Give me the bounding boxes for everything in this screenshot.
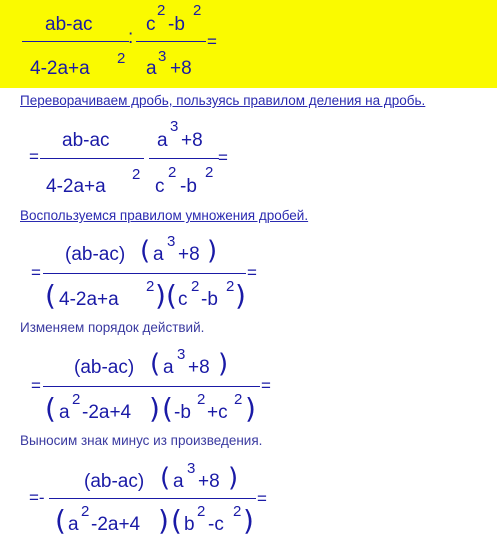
step3-num-ab: (ab-ac) [74, 357, 135, 378]
step4-num-rparen: ) [228, 463, 239, 493]
step2-den-lparen1: ( [45, 279, 56, 312]
step1-frac2-num-exp: 3 [170, 118, 179, 135]
step2-den-exp-c: 2 [191, 278, 200, 295]
step4-den-rest: -2a+4 [91, 514, 141, 535]
caption-reorder: Изменяем порядок действий. [20, 320, 205, 335]
step4-den-rparen1: ) [158, 504, 169, 537]
step4-num-a: a [173, 471, 184, 492]
equals-sign: = [207, 32, 217, 51]
step4-den-c: -c [208, 514, 224, 535]
caption-multiply: Воспользуемся правилом умножения дробей. [20, 208, 309, 223]
step1-frac2-num-a: a [157, 130, 168, 151]
step3-num-exp: 3 [177, 346, 186, 363]
step3-den-a: a [59, 402, 70, 423]
step2-den-lparen2: ( [166, 279, 177, 312]
caption-invert: Переворачиваем дробь, пользуясь правилом деления на дробь. [20, 93, 426, 108]
fraction1-bar [22, 41, 129, 42]
step2-num-a: a [153, 244, 164, 265]
caption-minus-sign: Выносим знак минус из произведения. [20, 433, 263, 448]
step4-den-rparen2: ) [243, 504, 254, 537]
step1-frac2-bar [149, 158, 219, 159]
fraction1-denominator: 4-2a+a [30, 58, 90, 79]
step2-den-rparen2: ) [235, 279, 246, 312]
step3-num-a: a [163, 357, 174, 378]
step2-bar [43, 273, 246, 274]
step1-lead: = [29, 147, 39, 166]
step4-den-a: a [68, 514, 79, 535]
step2-den-exp-b: 2 [226, 278, 235, 295]
step1-frac2-num-rest: +8 [181, 130, 203, 151]
step2-num-rparen: ) [207, 236, 218, 266]
step3-den-exp: 2 [72, 391, 81, 408]
step3-den-b: -b [174, 402, 191, 423]
step1-frac1-den-exp: 2 [132, 166, 141, 183]
step3-num-lparen: ( [150, 349, 161, 379]
step4-den-exp-c: 2 [233, 503, 242, 520]
step2-den-c: c [178, 289, 188, 310]
step3-den-rest: -2a+4 [82, 402, 132, 423]
step2-den-exp: 2 [146, 278, 155, 295]
step1-equals: = [218, 148, 228, 167]
step2-lead: = [31, 263, 41, 282]
step4-num-rest: +8 [198, 471, 220, 492]
step4-den-exp: 2 [81, 503, 90, 520]
step4-lead: =- [29, 488, 45, 507]
fraction2-num-b: -b [168, 14, 185, 35]
step3-den-lparen2: ( [162, 392, 173, 425]
step3-den-exp-c: 2 [234, 391, 243, 408]
step2-num-rest: +8 [178, 244, 200, 265]
step4-num-exp: 3 [187, 460, 196, 477]
step1-frac2-den-exp-b: 2 [205, 164, 214, 181]
division-sign: : [128, 27, 134, 48]
step1-frac2-den-c: c [155, 176, 165, 197]
step2-num-exp: 3 [167, 233, 176, 250]
fraction2-num-exp-c: 2 [157, 2, 166, 19]
step3-num-rest: +8 [188, 357, 210, 378]
step4-den-lparen1: ( [55, 504, 66, 537]
step2-equals: = [247, 263, 257, 282]
step4-num-lparen: ( [160, 463, 171, 493]
fraction1-exponent: 2 [117, 50, 126, 67]
step2-num-ab: (ab-ac) [65, 244, 126, 265]
step4-equals: = [257, 489, 267, 508]
step1-frac2-den-exp-c: 2 [168, 164, 177, 181]
step1-frac1-den: 4-2a+a [46, 176, 106, 197]
step3-den-rparen1: ) [149, 392, 160, 425]
fraction2-den-exp: 3 [158, 48, 167, 65]
fraction2-num-c: c [146, 14, 156, 35]
fraction2-den-a: a [146, 58, 157, 79]
step4-num-ab: (ab-ac) [84, 471, 145, 492]
step4-den-exp-b: 2 [197, 503, 206, 520]
step3-den-exp-b: 2 [197, 391, 206, 408]
step3-den-rparen2: ) [245, 392, 256, 425]
step2-den-a: 4-2a+a [59, 289, 119, 310]
step3-den-c: +c [207, 402, 228, 423]
step1-frac1-bar [40, 158, 144, 159]
step1-frac2-den-b: -b [180, 176, 197, 197]
fraction1-numerator: ab-ac [45, 14, 93, 35]
step4-den-b: b [184, 514, 195, 535]
step2-den-b: -b [201, 289, 218, 310]
step4-den-lparen2: ( [171, 504, 182, 537]
fraction2-num-exp-b: 2 [193, 2, 202, 19]
fraction2-den-rest: +8 [170, 58, 192, 79]
step3-den-lparen1: ( [45, 392, 56, 425]
step3-num-rparen: ) [218, 349, 229, 379]
step3-equals: = [261, 376, 271, 395]
step3-lead: = [31, 376, 41, 395]
fraction2-bar [136, 41, 206, 42]
step2-den-rparen1: ) [155, 279, 166, 312]
step4-bar [49, 498, 256, 499]
step3-bar [43, 386, 260, 387]
step2-num-lparen: ( [140, 236, 151, 266]
step1-frac1-num: ab-ac [62, 130, 110, 151]
